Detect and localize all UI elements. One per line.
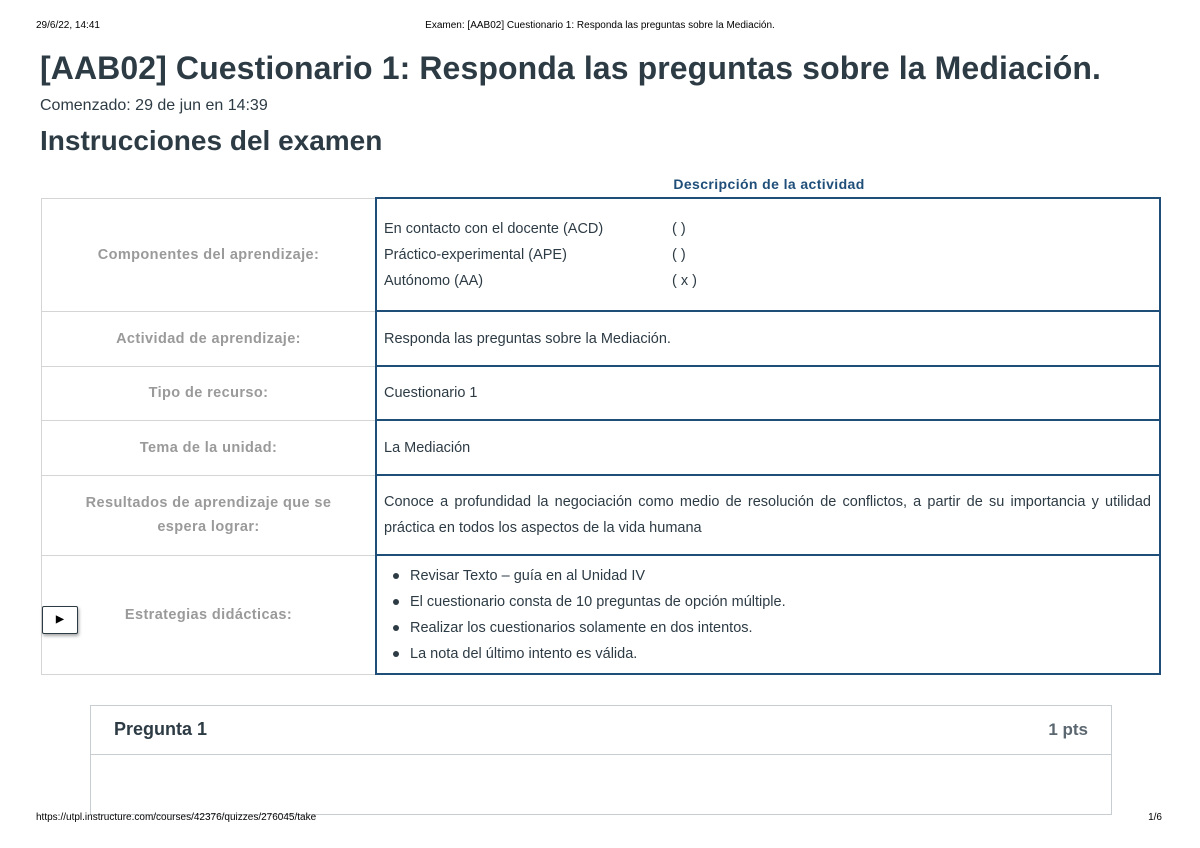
strategies-value	[376, 555, 1160, 674]
resource-type-value: Cuestionario 1	[376, 366, 1160, 420]
question-card	[90, 705, 1112, 815]
play-button[interactable]	[42, 606, 78, 634]
quiz-started-time: Comenzado: 29 de jun en 14:39	[40, 97, 268, 114]
component-name: Práctico-experimental (APE)	[384, 246, 567, 263]
row-unit-topic	[42, 420, 1161, 475]
component-mark: ( )	[672, 246, 686, 263]
print-page-number: 1/6	[1148, 812, 1162, 823]
print-document-title: Examen: [AAB02] Cuestionario 1: Responda las preguntas sobre la Mediación.	[425, 20, 775, 31]
learning-outcomes-value: Conoce a profundidad la negociación como medio de resolución de conflictos, a partir de su importancia y utilidad práctica en todos los aspectos de la vida humana	[376, 475, 1160, 555]
component-ape	[384, 242, 1151, 268]
print-header	[0, 20, 1200, 34]
row-activity	[42, 311, 1161, 366]
row-strategies	[42, 555, 1161, 674]
row-learning-outcomes	[42, 475, 1161, 555]
question-points: 1 pts	[1048, 720, 1088, 739]
question-header	[91, 706, 1111, 755]
question-name: Pregunta 1	[114, 719, 208, 739]
components-value	[376, 198, 1160, 311]
print-url: https://utpl.instructure.com/courses/42376/quizzes/276045/take	[36, 812, 317, 823]
print-datetime: 29/6/22, 14:41	[36, 20, 100, 31]
component-mark: ( )	[672, 220, 686, 237]
strategies-label: Estrategias didácticas:	[124, 606, 293, 623]
activity-description-table	[41, 197, 1161, 675]
component-name: En contacto con el docente (ACD)	[384, 220, 604, 237]
list-item: Revisar Texto – guía en al Unidad IV	[410, 563, 1151, 589]
unit-topic-label: Tema de la unidad:	[42, 420, 377, 475]
print-footer	[0, 812, 1200, 826]
learning-outcomes-label: Resultados de aprendizaje que se espera lograr:	[42, 475, 377, 555]
strategies-label-cell	[42, 555, 377, 674]
component-aa	[384, 268, 1151, 294]
resource-type-label: Tipo de recurso:	[42, 366, 377, 420]
activity-value: Responda las preguntas sobre la Mediación.	[376, 311, 1160, 366]
list-item: La nota del último intento es válida.	[410, 641, 1151, 667]
activity-table-caption: Descripción de la actividad	[673, 176, 865, 192]
play-icon: ▶	[55, 613, 65, 625]
row-resource-type	[42, 366, 1161, 420]
instructions-heading: Instrucciones del examen	[40, 125, 383, 156]
component-name: Autónomo (AA)	[384, 272, 484, 289]
component-acd	[384, 216, 1151, 242]
list-item: Realizar los cuestionarios solamente en dos intentos.	[410, 615, 1151, 641]
strategies-list	[384, 563, 1151, 667]
unit-topic-value: La Mediación	[376, 420, 1160, 475]
list-item: El cuestionario consta de 10 preguntas de opción múltiple.	[410, 589, 1151, 615]
row-components	[42, 198, 1161, 311]
activity-label: Actividad de aprendizaje:	[42, 311, 377, 366]
components-label: Componentes del aprendizaje:	[42, 198, 377, 311]
component-mark: ( x )	[672, 272, 697, 289]
quiz-title: [AAB02] Cuestionario 1: Responda las preguntas sobre la Mediación.	[40, 50, 1102, 86]
